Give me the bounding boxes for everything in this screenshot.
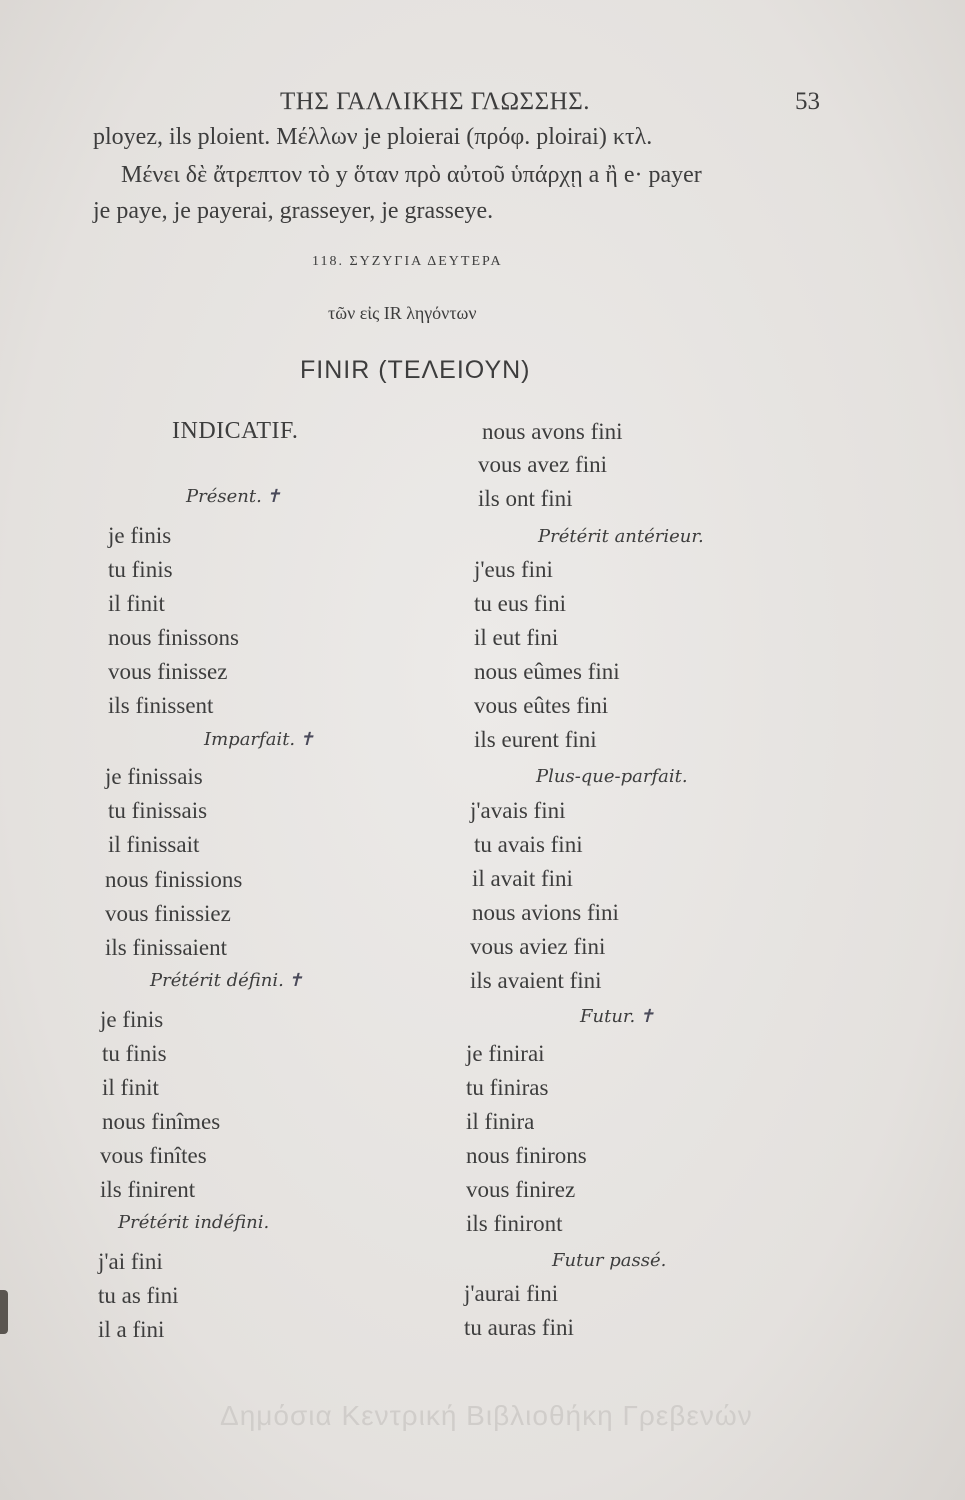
form-row: tu finiras: [466, 1075, 549, 1100]
tense-preterit-anterieur: Prétérit antérieur.: [538, 526, 704, 547]
tense-preterit-indefini: Prétérit indéfini.: [118, 1212, 270, 1233]
tense-plus-que-parfait: Plus-que-parfait.: [536, 766, 688, 787]
form-row: vous finîtes: [100, 1143, 207, 1168]
form-row: ils finissaient: [105, 935, 228, 960]
ink-stain: [0, 1290, 8, 1334]
mood-heading: INDICATIF.: [172, 418, 299, 444]
form-row: il eut fini: [474, 625, 559, 650]
form-row: il finit: [102, 1075, 159, 1100]
form-row: tu as fini: [98, 1283, 179, 1308]
form-row: vous finirez: [466, 1177, 576, 1202]
form-row: je finissais: [105, 764, 203, 789]
form-row: j'eus fini: [474, 557, 553, 582]
form-row: nous avions fini: [472, 900, 619, 925]
form-row: nous finîmes: [102, 1109, 221, 1134]
form-row: vous finissiez: [105, 901, 231, 926]
form-row: j'ai fini: [98, 1249, 163, 1274]
form-row: je finirai: [466, 1041, 545, 1066]
form-row: il finissait: [108, 832, 200, 857]
page-number: 53: [795, 88, 820, 115]
section-subtitle: τῶν εἰς IR ληγόντων: [328, 303, 477, 323]
intro-line-3: je paye, je payerai, grasseyer, je grasseye.: [93, 198, 494, 224]
form-row: nous eûmes fini: [474, 659, 620, 684]
form-row: j'avais fini: [470, 798, 566, 823]
form-row: nous avons fini: [482, 419, 623, 444]
form-row: ils finissent: [108, 693, 214, 718]
form-row: il finira: [466, 1109, 535, 1134]
form-row: ils eurent fini: [474, 727, 597, 752]
tense-futur: Futur. ✝: [580, 1006, 655, 1027]
form-row: nous finissions: [105, 867, 243, 892]
form-row: vous finissez: [108, 659, 228, 684]
form-row: il finit: [108, 591, 165, 616]
cross-mark: ✝: [287, 970, 303, 991]
form-row: ils ont fini: [478, 486, 573, 511]
tense-preterit-defini: Prétérit défini. ✝: [150, 970, 303, 991]
form-row: tu auras fini: [464, 1315, 574, 1340]
form-row: tu finis: [102, 1041, 167, 1066]
form-row: tu avais fini: [474, 832, 583, 857]
form-row: tu eus fini: [474, 591, 566, 616]
form-row: il avait fini: [472, 866, 573, 891]
form-row: ils finirent: [100, 1177, 196, 1202]
form-row: j'aurai fini: [464, 1281, 559, 1306]
library-watermark: Δημόσια Κεντρική Βιβλιοθήκη Γρεβενών: [220, 1400, 753, 1431]
cross-mark: ✝: [265, 486, 281, 507]
cross-mark: ✝: [639, 1006, 655, 1027]
form-row: vous eûtes fini: [474, 693, 609, 718]
form-row: vous aviez fini: [470, 934, 606, 959]
form-row: ils avaient fini: [470, 968, 602, 993]
form-row: je finis: [100, 1007, 164, 1032]
tense-present: Présent. ✝: [186, 486, 281, 507]
form-row: il a fini: [98, 1317, 165, 1342]
form-row: je finis: [108, 523, 172, 548]
tense-futur-passe: Futur passé.: [552, 1250, 667, 1271]
form-row: nous finissons: [108, 625, 239, 650]
verb-title: FINIR (ΤΕΛΕΙΟΥΝ): [300, 356, 531, 384]
section-heading: 118. ΣΥΖΥΓΙΑ ΔΕΥΤΕΡΑ: [312, 254, 503, 269]
form-row: ils finiront: [466, 1211, 563, 1236]
form-row: tu finissais: [108, 798, 208, 823]
cross-mark: ✝: [299, 729, 315, 750]
intro-line-1: ployez, ils ploient. Μέλλων je ploierai (πρόφ. ploirai) κτλ.: [93, 124, 653, 150]
form-row: vous avez fini: [478, 452, 608, 477]
form-row: nous finirons: [466, 1143, 587, 1168]
form-row: tu finis: [108, 557, 173, 582]
running-header: ΤΗΣ ΓΑΛΛΙΚΗΣ ΓΛΩΣΣΗΣ.: [280, 88, 590, 115]
intro-line-2: Μένει δὲ ἄτρεπτον τὸ y ὅταν πρὸ αὐτοῦ ὑπάρχῃ a ἢ e· payer: [121, 162, 702, 188]
tense-imparfait: Imparfait. ✝: [204, 729, 315, 750]
